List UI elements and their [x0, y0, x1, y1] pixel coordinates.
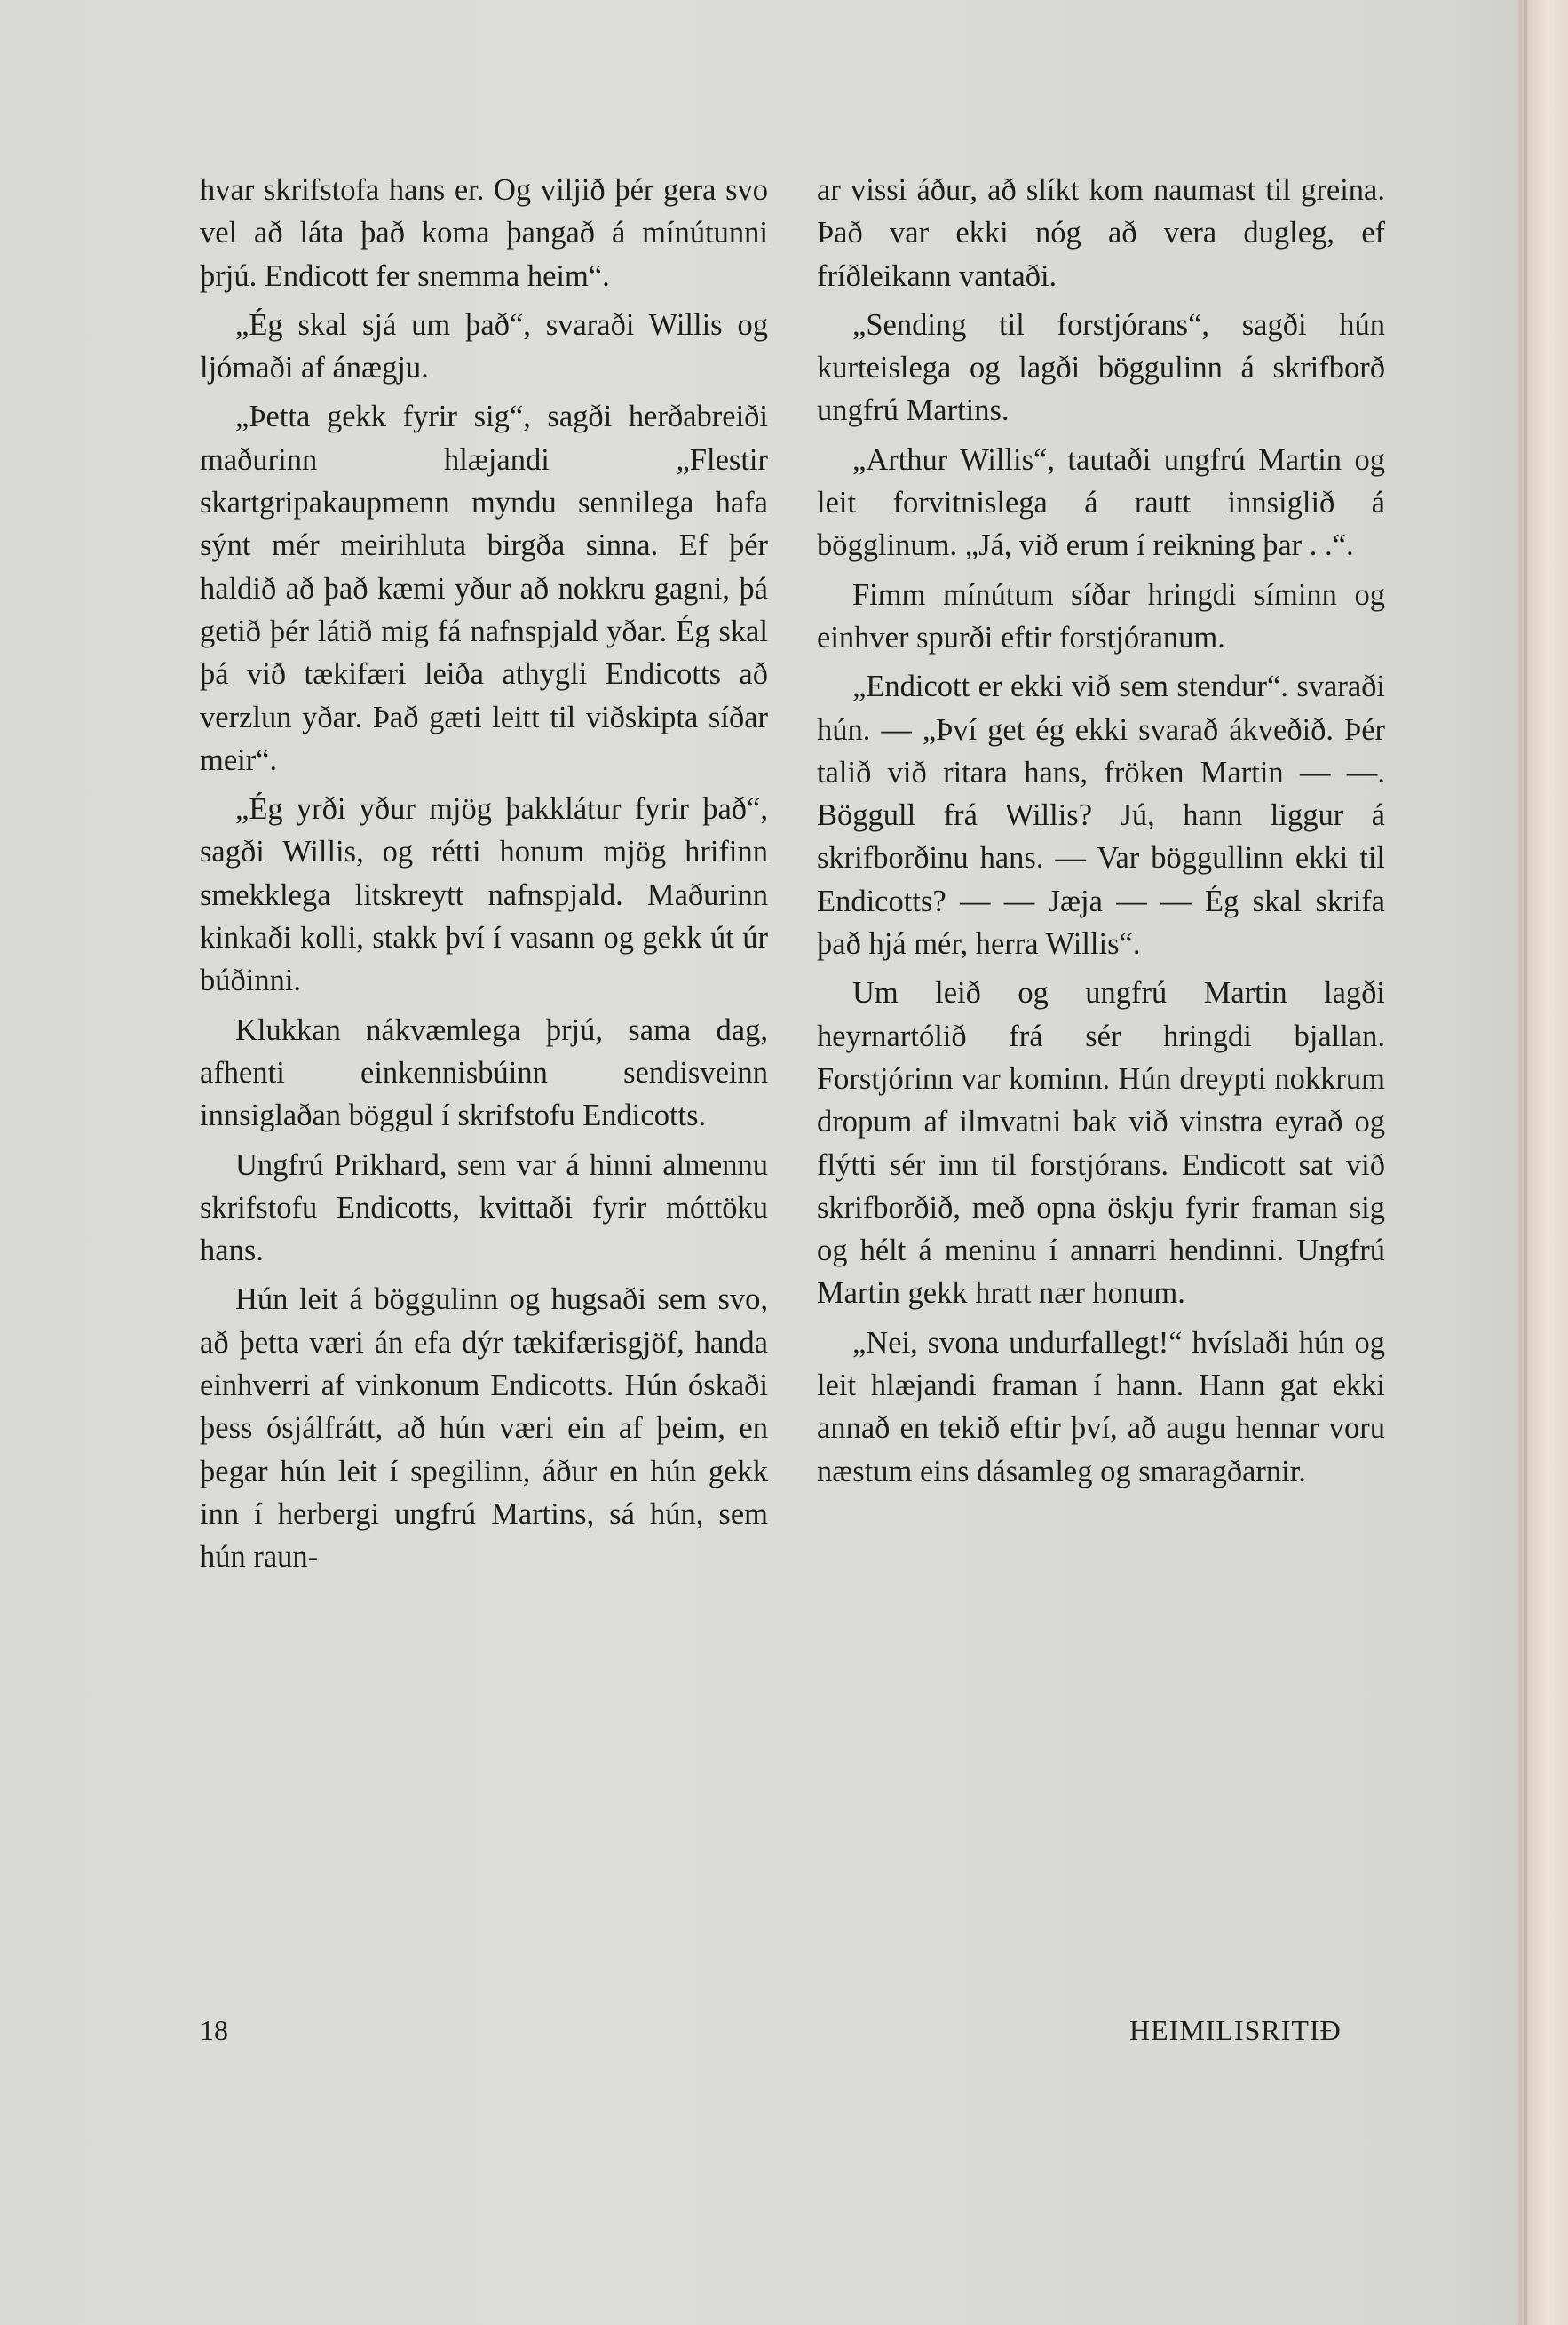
right-text-column — [817, 169, 1385, 1499]
paragraph: Fimm mínútum síðar hringdi síminn og einhver spurði eftir forstjóranum. — [817, 577, 1385, 655]
paragraph: „Nei, svona undurfallegt!“ hvíslaði hún og leit hlæjandi framan í hann. Hann gat ekki annað en tekið eftir því, að augu hennar voru næstum eins dásamleg og smaragðarnir. — [817, 1325, 1385, 1488]
paragraph: „Ég skal sjá um það“, svaraði Willis og ljómaði af ánægju. — [200, 307, 768, 385]
paragraph: Hún leit á böggulinn og hugsaði sem svo, að þetta væri án efa dýr tækifærisgjöf, handa einhverri af vinkonum Endicotts. Hún óskaði þess ósjálfrátt, að hún væri ein af þeim, en þegar hún leit í spegilinn, áður en hún gekk inn í herbergi ungfrú Martins, sá hún, sem hún raun- — [200, 1282, 768, 1575]
paragraph: „Ég yrði yður mjög þakklátur fyrir það“, sagði Willis, og rétti honum mjög hrifinn smekklega litskreytt nafnspjald. Maðurinn kinkaði kolli, stakk því í vasann og gekk út úr búðinni. — [200, 792, 768, 998]
paragraph: Klukkan nákvæmlega þrjú, sama dag, afhenti einkennisbúinn sendisveinn innsiglaðan böggul í skrifstofu Endicotts. — [200, 1012, 768, 1133]
paragraph: „Sending til forstjórans“, sagði hún kurteislega og lagði böggulinn á skrifborð ungfrú Martins. — [817, 307, 1385, 428]
page-edge — [1518, 0, 1568, 2325]
paragraph: Um leið og ungfrú Martin lagði heyrnartólið frá sér hringdi bjallan. Forstjórinn var kominn. Hún dreypti nokkrum dropum af ilmvatni bak við vinstra eyrað og flýtti sér inn til forstjórans. Endicott sat við skrifborðið, með opna öskju fyrir framan sig og hélt á meninu í annarri hendinni. Ungfrú Martin gekk hratt nær honum. — [817, 976, 1385, 1311]
page-number: 18 — [200, 2014, 228, 2046]
paragraph: Ungfrú Prikhard, sem var á hinni almennu skrifstofu Endicotts, kvittaði fyrir móttöku hans. — [200, 1147, 768, 1268]
paragraph: „Endicott er ekki við sem stendur“. svaraði hún. — „Því get ég ekki svarað ákveðið. Þér talið við ritara hans, fröken Martin — —. Böggull frá Willis? Jú, hann liggur á skrifborðinu hans. — Var böggullinn ekki til Endicotts? — — Jæja — — Ég skal skrifa það hjá mér, herra Willis“. — [817, 670, 1385, 962]
paragraph: ar vissi áður, að slíkt kom naumast til greina. Það var ekki nóg að vera dugleg, ef fríðleikann vantaði. — [817, 173, 1385, 293]
paragraph: „Þetta gekk fyrir sig“, sagði herðabreiði maðurinn hlæjandi „Flestir skartgripakaupmenn myndu sennilega hafa sýnt mér meirihluta birgða sinna. Ef þér haldið að það kæmi yður að nokkru gagni, þá getið þér látið mig fá nafnspjald yðar. Ég skal þá við tækifæri leiða athygli Endicotts að verzlun yðar. Það gæti leitt til viðskipta síðar meir“. — [200, 400, 768, 777]
left-text-column — [200, 169, 768, 1585]
paragraph: „Arthur Willis“, tautaði ungfrú Martin og leit forvitnislega á rautt innsiglið á bögglinum. „Já, við erum í reikning þar . .“. — [817, 442, 1385, 563]
paragraph: hvar skrifstofa hans er. Og viljið þér gera svo vel að láta það koma þangað á mínútunni þrjú. Endicott fer snemma heim“. — [200, 173, 768, 293]
magazine-title: HEIMILISRITIÐ — [1129, 2014, 1342, 2046]
